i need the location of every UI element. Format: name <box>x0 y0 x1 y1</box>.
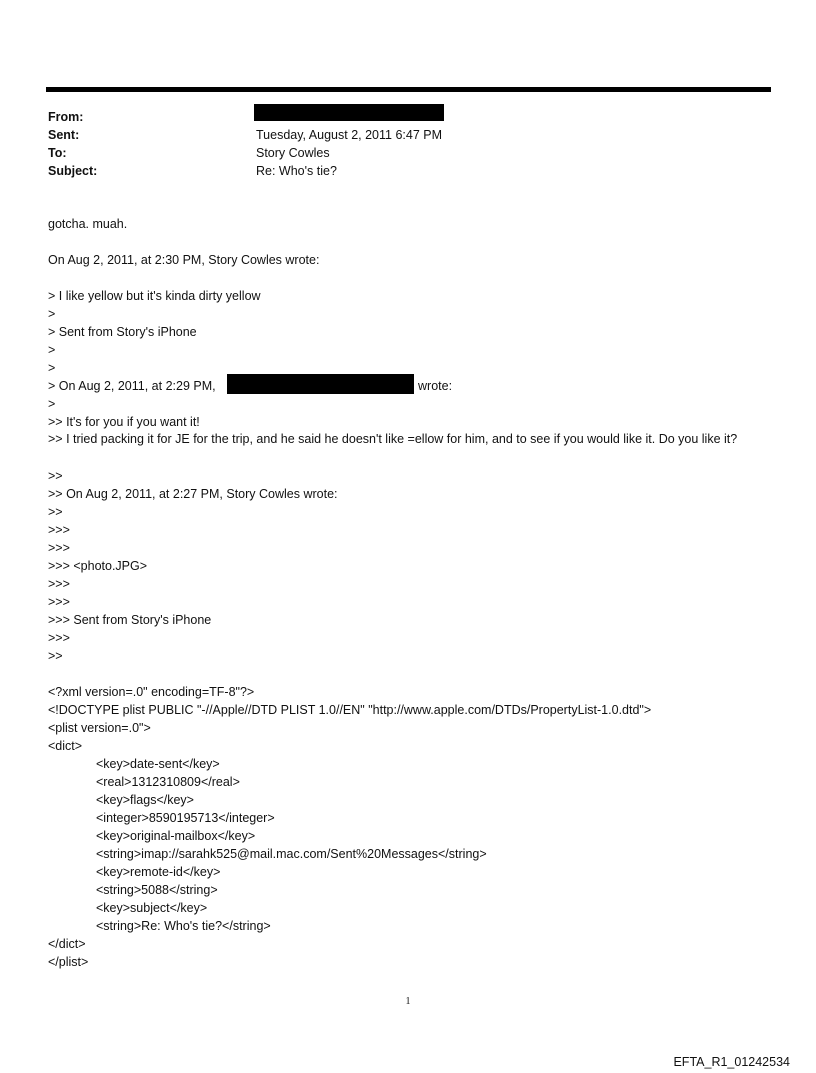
plist-line: <string>imap://sarahk525@mail.mac.com/Sent%20Messages</string> <box>96 847 487 861</box>
quote-line: >>> <box>48 523 70 537</box>
plist-line: <real>1312310809</real> <box>96 775 240 789</box>
quote-line: >> <box>48 505 63 519</box>
quote-intro: On Aug 2, 2011, at 2:30 PM, Story Cowles wrote: <box>48 253 320 267</box>
plist-line: <integer>8590195713</integer> <box>96 811 275 825</box>
quote-line: >>> <photo.JPG> <box>48 559 148 573</box>
page-number: 1 <box>405 996 411 1007</box>
quote-line: > I like yellow but it's kinda dirty yellow <box>48 289 261 303</box>
plist-line: <plist version=.0"> <box>48 721 151 735</box>
reply-text: gotcha. muah. <box>48 217 128 231</box>
plist-line: <key>subject</key> <box>96 901 208 915</box>
quote-line: >>> <box>48 595 70 609</box>
quote-line: >> <box>48 469 63 483</box>
quote-line: >> On Aug 2, 2011, at 2:27 PM, Story Cowles wrote: <box>48 487 338 501</box>
quote-line: > <box>48 361 56 375</box>
quote-line: > <box>48 343 56 357</box>
quote-line: >>> <box>48 577 70 591</box>
plist-line: <!DOCTYPE plist PUBLIC "-//Apple//DTD PLIST 1.0//EN" "http://www.apple.com/DTDs/PropertyList-1.0.dtd"> <box>48 703 652 717</box>
plist-line: <string>Re: Who's tie?</string> <box>96 919 271 933</box>
to-value: Story Cowles <box>256 146 330 160</box>
quote-line <box>48 378 216 394</box>
quote-line: > Sent from Story's iPhone <box>48 325 197 339</box>
plist-line: <key>date-sent</key> <box>96 757 220 771</box>
quote-line: > <box>48 397 56 411</box>
plist-line: </plist> <box>48 955 89 969</box>
quote-line: >> I tried packing it for JE for the trip, and he said he doesn't like =ellow for him, and to see if you would like it. Do you like it? <box>48 432 738 446</box>
header-rule <box>46 87 771 92</box>
plist-line: <?xml version=.0" encoding=TF-8"?> <box>48 685 255 699</box>
sent-value: Tuesday, August 2, 2011 6:47 PM <box>256 128 442 142</box>
quote-line: >>> <box>48 541 70 555</box>
redaction-sender <box>227 374 414 394</box>
quote-line: > <box>48 307 56 321</box>
plist-line: <key>remote-id</key> <box>96 865 221 879</box>
subject-label: Subject: <box>48 164 98 178</box>
quote-line: >> <box>48 649 63 663</box>
sent-label: Sent: <box>48 128 80 142</box>
plist-line: <key>original-mailbox</key> <box>96 829 256 843</box>
quote-prefix: > On Aug 2, 2011, at 2:29 PM, <box>48 379 216 393</box>
plist-line: </dict> <box>48 937 86 951</box>
subject-value: Re: Who's tie? <box>256 164 337 178</box>
quote-line: >> It's for you if you want it! <box>48 415 200 429</box>
from-label: From: <box>48 110 84 124</box>
quote-line: >>> Sent from Story's iPhone <box>48 613 212 627</box>
quote-suffix: wrote: <box>418 379 453 393</box>
quote-line: >>> <box>48 631 70 645</box>
plist-line: <string>5088</string> <box>96 883 218 897</box>
redaction-from <box>254 104 444 121</box>
plist-line: <dict> <box>48 739 83 753</box>
to-label: To: <box>48 146 67 160</box>
bates-number: EFTA_R1_01242534 <box>673 1055 790 1069</box>
plist-line: <key>flags</key> <box>96 793 194 807</box>
